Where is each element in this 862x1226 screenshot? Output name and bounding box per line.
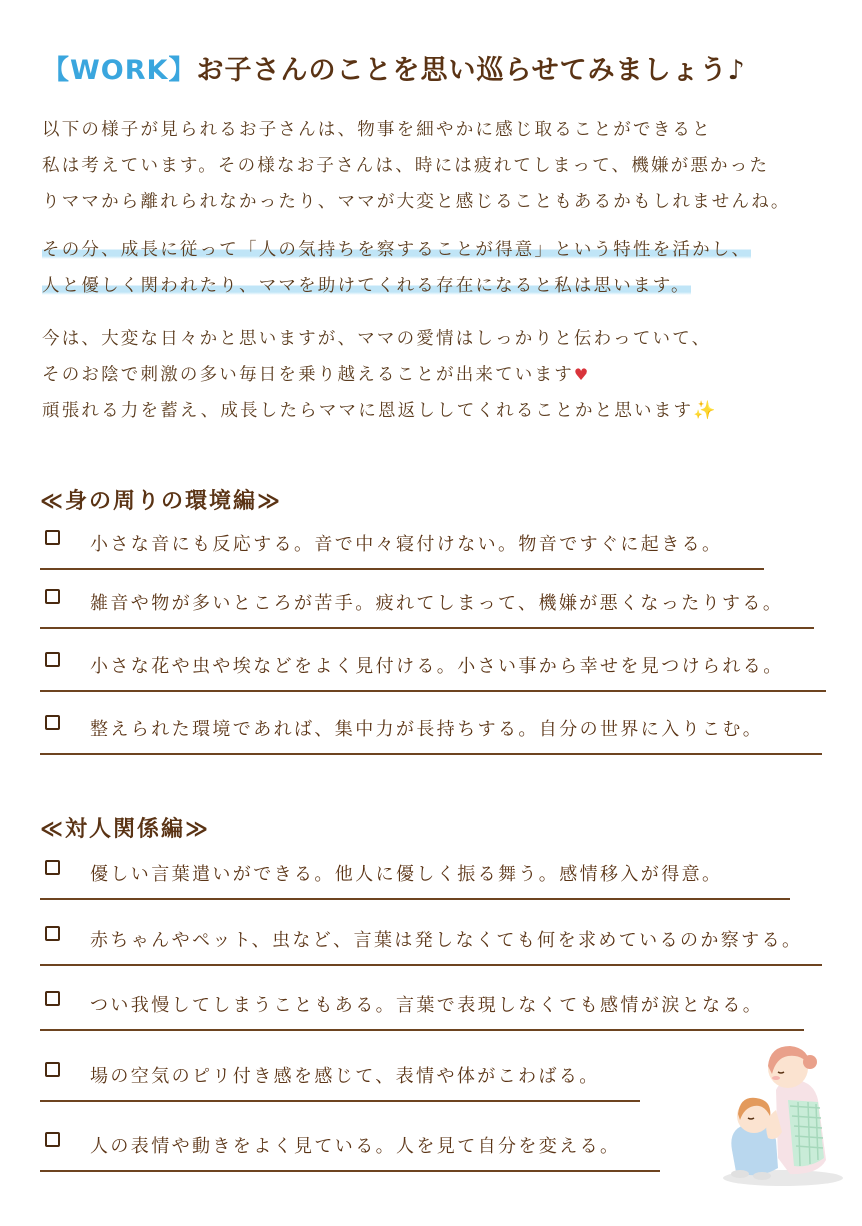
checklist-item [40, 858, 790, 900]
intro-line: 以下の様子が見られるお子さんは、物事を細やかに感じ取ることができると [42, 120, 712, 140]
checkbox[interactable] [45, 715, 60, 730]
checkbox[interactable] [45, 1132, 60, 1147]
checklist-item-text: つい我慢してしまうこともある。言葉で表現しなくても感情が涙となる。 [90, 995, 764, 1016]
closing-line: 頑張れる力を蓄え、成長したらママに恩返ししてくれることかと思います [42, 401, 694, 421]
closing-paragraph [42, 321, 842, 429]
checklist-item [40, 924, 822, 966]
highlight-line: 人と優しく関われたり、ママを助けてくれる存在になると私は思います。 [42, 276, 691, 296]
checkbox[interactable] [45, 991, 60, 1006]
highlight-line: その分、成長に従って「人の気持ちを察することが得意」という特性を活かし、 [42, 240, 752, 260]
checklist-item [40, 528, 764, 570]
checkbox[interactable] [45, 652, 60, 667]
checkbox[interactable] [45, 926, 60, 941]
checkbox[interactable] [45, 1062, 60, 1077]
work-tag: 【WORK】 [42, 55, 197, 86]
section-title-relationships: ≪対人関係編≫ [40, 817, 211, 842]
checklist-item-text: 小さな花や虫や埃などをよく見付ける。小さい事から幸せを見つけられる。 [90, 656, 784, 677]
intro-paragraph [42, 112, 842, 220]
checkbox[interactable] [45, 530, 60, 545]
title-text: お子さんのことを思い巡らせてみましょう [196, 55, 728, 86]
checklist-item-text: 場の空気のピリ付き感を感じて、表情や体がこわばる。 [90, 1066, 600, 1087]
checklist-item-text: 小さな音にも反応する。音で中々寝付けない。物音ですぐに起きる。 [90, 534, 723, 555]
music-note-icon: ♪ [727, 55, 746, 86]
checklist-item-text: 赤ちゃんやペット、虫など、言葉は発しなくても何を求めているのか察する。 [90, 930, 803, 951]
checkbox[interactable] [45, 860, 60, 875]
closing-line: そのお陰で刺激の多い毎日を乗り越えることが出来ています [42, 365, 574, 385]
heart-icon: ♥ [573, 365, 591, 384]
intro-line: 私は考えています。その様なお子さんは、時には疲れてしまって、機嫌が悪かった [42, 156, 770, 176]
checklist-item-text: 優しい言葉遣いができる。他人に優しく振る舞う。感情移入が得意。 [90, 864, 723, 885]
sparkle-icon: ✨ [693, 400, 718, 421]
highlight-paragraph [42, 232, 842, 304]
checklist-item [40, 650, 826, 692]
intro-line: りママから離れられなかったり、ママが大変と感じることもあるかもしれませんね。 [42, 192, 791, 212]
checklist-item [40, 1130, 660, 1172]
checkbox[interactable] [45, 589, 60, 604]
section-title-environment: ≪身の周りの環境編≫ [40, 489, 283, 514]
checklist-item [40, 587, 814, 629]
page-title [42, 48, 746, 87]
mother-child-illustration [718, 1040, 848, 1190]
checklist-item [40, 989, 804, 1031]
closing-line: 今は、大変な日々かと思いますが、ママの愛情はしっかりと伝わっていて、 [42, 329, 712, 349]
checklist-item-text: 整えられた環境であれば、集中力が長持ちする。自分の世界に入りこむ。 [90, 719, 764, 740]
checklist-item-text: 雑音や物が多いところが苦手。疲れてしまって、機嫌が悪くなったりする。 [90, 593, 784, 614]
checklist-item [40, 1060, 640, 1102]
checklist-item-text: 人の表情や動きをよく見ている。人を見て自分を変える。 [90, 1136, 621, 1157]
checklist-item [40, 713, 822, 755]
